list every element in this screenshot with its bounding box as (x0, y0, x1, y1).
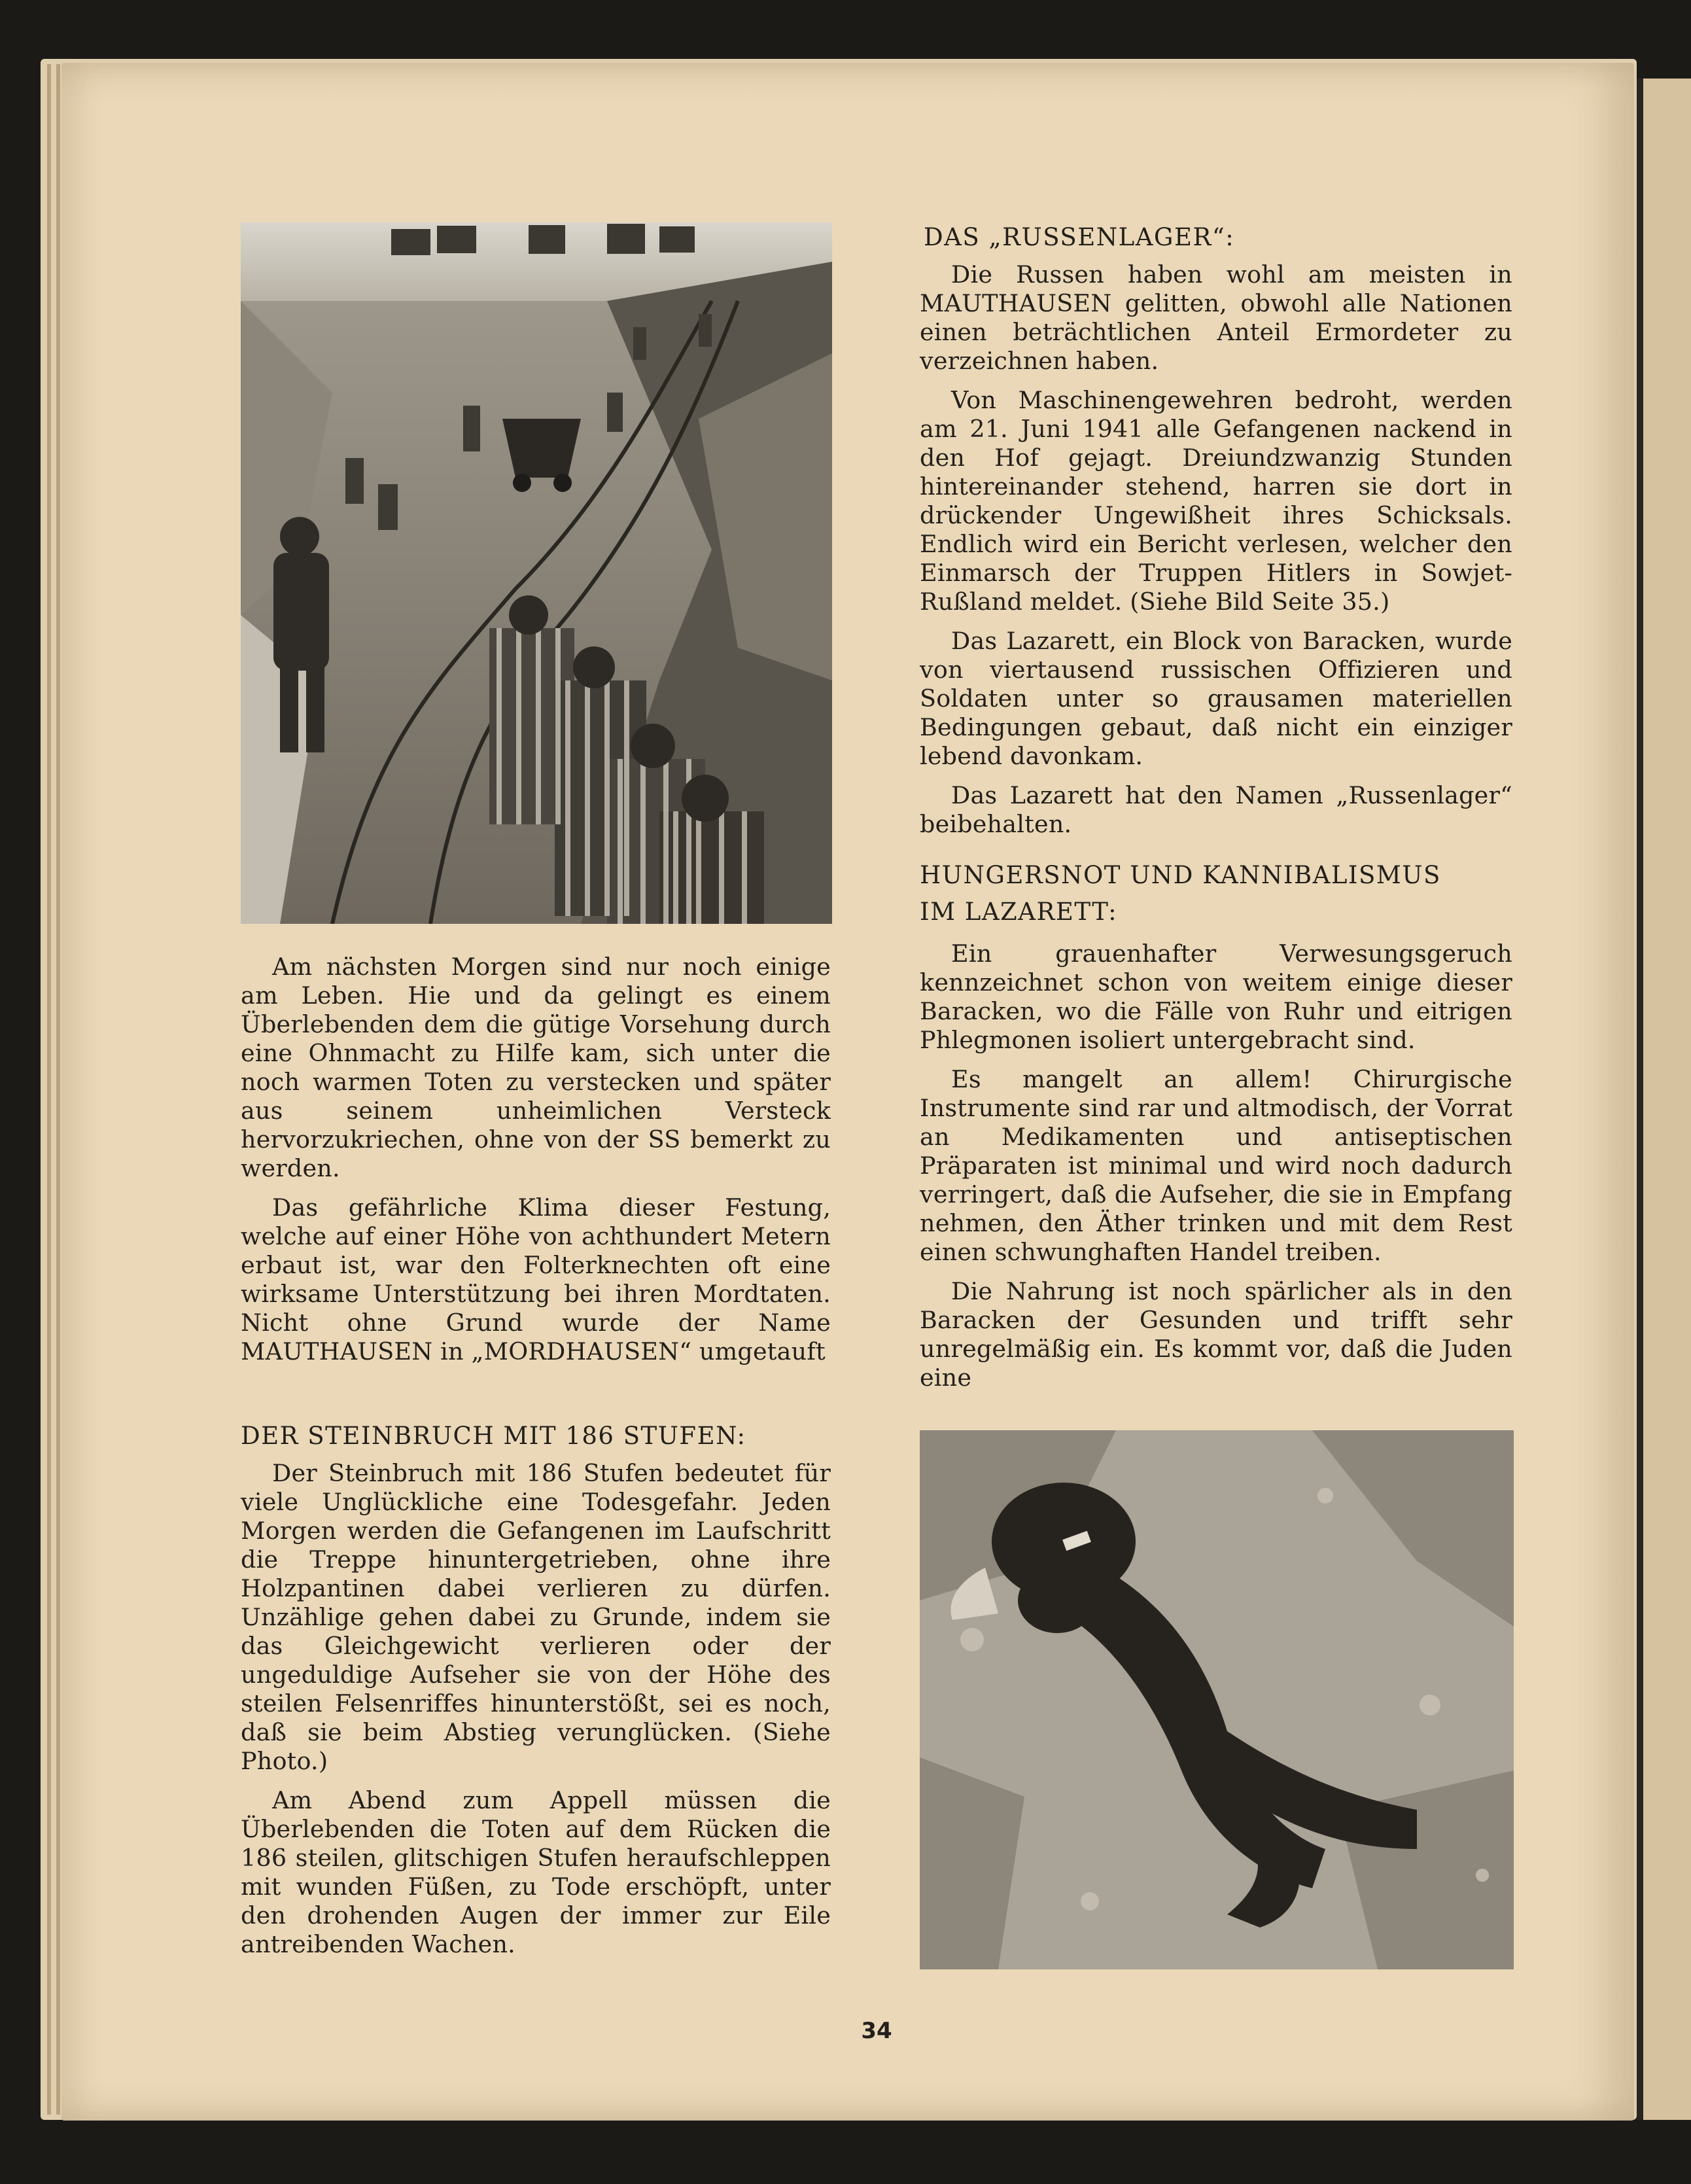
paragraph-steinbruch-2: Am Abend zum Appell müssen die Überlebenden die Toten auf dem Rücken die 186 steilen, glitschigen Stufen heraufschleppen mit wunden Füßen, zu Tode erschöpft, unter den drohenden Augen der immer zur Eile antreibenden Wachen. (241, 1786, 831, 1958)
fallen-prisoner-photo (920, 1430, 1514, 1969)
fallen-prisoner-illustration (920, 1430, 1514, 1969)
heading-steinbruch: DER STEINBRUCH MIT 186 STUFEN: (241, 1422, 746, 1450)
paragraph-steinbruch-1: Der Steinbruch mit 186 Stufen bedeutet für viele Unglückliche eine Todesgefahr. Jeden Morgen werden die Gefangenen im Laufschritt die Treppe hinuntergetrieben, ohne ihre Holzpantinen dabei verlieren zu dürfen. Unzählige gehen dabei zu Grunde, indem sie das Gleichgewicht verlieren oder der ungeduldige Aufseher sie von der Höhe des steilen Felsenriffes hinunterstößt, sei es noch, daß sie beim Abstieg verunglücken. (Siehe Photo.) (241, 1459, 831, 1775)
paragraph-klima: Das gefährliche Klima dieser Festung, welche auf einer Höhe von achthundert Metern erbaut ist, war den Folterknechten oft eine wirksame Unterstützung bei ihren Mordtaten. Nicht ohne Grund wurde der Name MAUTHAUSEN in „MORDHAUSEN“ umgetauft (241, 1193, 831, 1365)
heading-hungersnot (920, 857, 1512, 930)
paragraph-survivors: Am nächsten Morgen sind nur noch einige am Leben. Hie und da gelingt es einem Überlebenden dem die gütige Vorsehung durch eine Ohnmacht zu Hilfe kam, sich unter die noch warmen Toten zu verstecken und später aus seinem unheimlichen Versteck hervorzukriechen, ohne von der SS bemerkt zu werden. (241, 953, 831, 1182)
section-steinbruch (241, 1420, 831, 1969)
paragraph-hungersnot-2: Es mangelt an allem! Chirurgische Instrumente sind rar und altmodisch, der Vorrat an Medikamenten und antiseptischen Präparaten ist minimal und wird noch dadurch verringert, daß die Aufseher, die sie in Empfang nehmen, den Äther trinken und mit dem Rest einen schwunghaften Handel treiben. (920, 1065, 1512, 1266)
quarry-workers-illustration (241, 222, 832, 924)
heading-hungersnot-line2: IM LAZARETT: (920, 898, 1118, 926)
paragraph-russenlager-1: Die Russen haben wohl am meisten in MAUTHAUSEN gelitten, obwohl alle Nationen einen beträchtlichen Anteil Ermordeter zu verzeichnen haben. (920, 260, 1512, 375)
paragraph-hungersnot-3: Die Nahrung ist noch spärlicher als in den Baracken der Gesunden und trifft sehr unregelmäßig ein. Es kommt vor, daß die Juden eine (920, 1277, 1512, 1392)
paragraph-hungersnot-1: Ein grauenhafter Verwesungsgeruch kennzeichnet schon von weitem einige dieser Baracken, wo die Fälle von Ruhr und eitrigen Phlegmonen isoliert untergebracht sind. (920, 940, 1512, 1054)
heading-hungersnot-line1: HUNGERSNOT UND KANNIBALISMUS (920, 861, 1441, 889)
section-hungersnot (920, 857, 1512, 1403)
paragraph-russenlager-4: Das Lazarett hat den Namen „Russenlager“ beibehalten. (920, 781, 1512, 838)
paragraph-russenlager-3: Das Lazarett, ein Block von Baracken, wurde von viertausend russischen Offizieren und Soldaten unter so grausamen materiellen Bedingungen gebaut, daß nicht ein einziger lebend davonkam. (920, 627, 1512, 770)
facing-page-edge (1637, 79, 1691, 2120)
quarry-workers-photo (241, 222, 832, 924)
page-number: 34 (861, 2018, 892, 2044)
left-column-upper-text (241, 953, 831, 1377)
section-russenlager (920, 221, 1512, 849)
paragraph-russenlager-2: Von Maschinengewehren bedroht, werden am 21. Juni 1941 alle Gefangenen nackend in den Hof gejagt. Dreiundzwanzig Stunden hintereinander stehend, harren sie dort in drückender Ungewißheit ihres Schicksals. Endlich wird ein Bericht verlesen, welcher den Einmarsch der Truppen Hitlers in Sowjet-Rußland meldet. (Siehe Bild Seite 35.) (920, 386, 1512, 616)
heading-russenlager: DAS „RUSSENLAGER“: (924, 223, 1235, 251)
